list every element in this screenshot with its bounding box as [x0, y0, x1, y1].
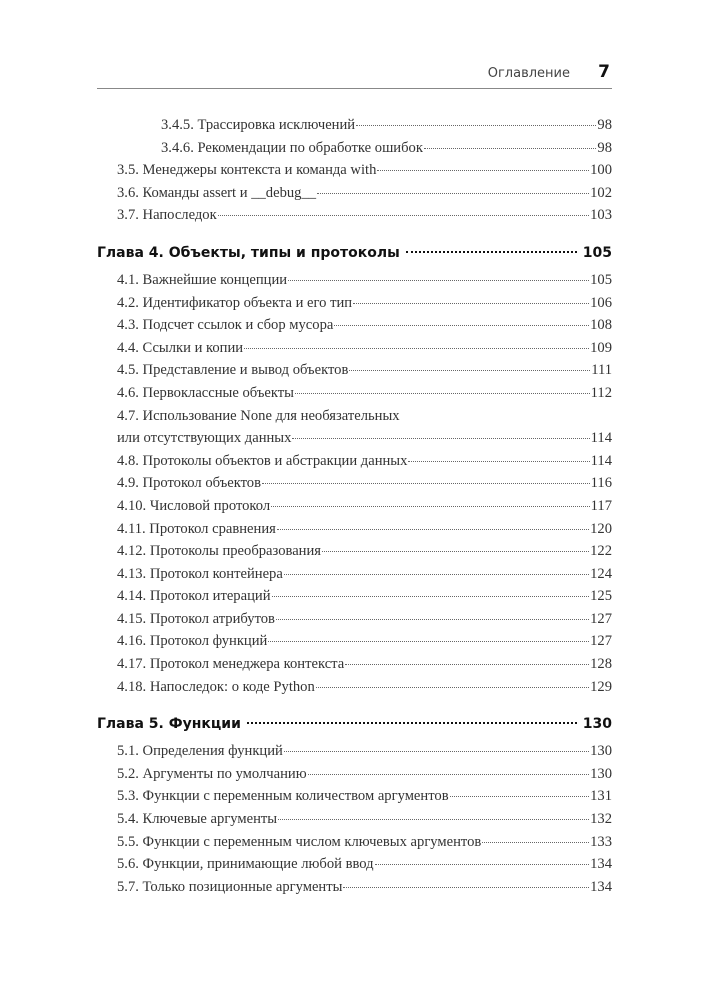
toc-chapter[interactable]	[97, 713, 612, 735]
toc-entry-label: 4.14. Протокол итераций	[117, 588, 271, 605]
running-header	[97, 62, 612, 89]
dot-leader	[450, 796, 590, 797]
toc-page-number: 124	[590, 565, 612, 582]
toc-page-number: 105	[582, 244, 612, 261]
dot-leader	[375, 864, 590, 865]
toc-entry[interactable]	[97, 359, 612, 382]
toc-page-number: 132	[590, 811, 612, 828]
toc-page-number: 131	[590, 788, 612, 805]
dot-leader	[268, 641, 589, 642]
toc-page-number: 117	[590, 497, 612, 514]
toc-page-number: 133	[590, 833, 612, 850]
toc-entry-label: 4.11. Протокол сравнения	[117, 520, 276, 537]
toc-page-number: 127	[590, 633, 612, 650]
toc-entry-label: 3.4.6. Рекомендации по обработке ошибок	[161, 139, 423, 156]
toc-entry-label: 4.2. Идентификатор объекта и его тип	[117, 294, 353, 311]
toc-entry[interactable]	[97, 337, 612, 360]
toc-entry-line	[97, 405, 612, 428]
toc-entry[interactable]	[97, 518, 612, 541]
dot-leader	[316, 687, 589, 688]
toc-page-number: 125	[590, 588, 612, 605]
toc-page-number: 111	[591, 362, 612, 379]
toc-page-number: 105	[590, 271, 612, 288]
toc-entry[interactable]	[97, 314, 612, 337]
toc-entry[interactable]	[97, 785, 612, 808]
toc-entry[interactable]	[97, 382, 612, 405]
toc-entry-label: 4.17. Протокол менеджера контекста	[117, 656, 345, 673]
toc-page-number: 106	[590, 294, 612, 311]
toc-entry-label: 5.4. Ключевые аргументы	[117, 811, 278, 828]
toc-entry[interactable]	[97, 269, 612, 292]
toc-entry-label: 5.3. Функции с переменным количеством аргументов	[117, 788, 449, 805]
toc-entry-label: 4.8. Протоколы объектов и абстракции данных	[117, 452, 408, 469]
toc-page-number: 102	[590, 184, 612, 201]
toc-page-number: 130	[590, 743, 612, 760]
dot-leader	[244, 348, 589, 349]
toc-entry-label: 4.5. Представление и вывод объектов	[117, 362, 349, 379]
toc-page-number: 122	[590, 543, 612, 560]
toc-entry-label: 4.15. Протокол атрибутов	[117, 610, 275, 627]
toc-entry[interactable]	[97, 472, 612, 495]
toc-entry[interactable]	[97, 182, 612, 205]
toc-page-number: 98	[597, 139, 612, 156]
toc-entry-label: 5.7. Только позиционные аргументы	[117, 878, 343, 895]
toc-entry[interactable]	[97, 876, 612, 899]
toc-page-number: 114	[590, 430, 612, 447]
dot-leader	[343, 887, 589, 888]
dot-leader	[482, 842, 589, 843]
toc-entry-label: или отсутствующих данных	[117, 430, 292, 447]
toc-page-number: 134	[590, 878, 612, 895]
toc-entry[interactable]	[97, 630, 612, 653]
toc-entry-label: 3.4.5. Трассировка исключений	[161, 117, 356, 133]
toc-page-number: 114	[590, 452, 612, 469]
toc-entry[interactable]	[97, 137, 612, 160]
toc-entry-label: 4.16. Протокол функций	[117, 633, 268, 650]
toc-entry[interactable]	[97, 831, 612, 854]
toc-entry[interactable]	[97, 563, 612, 586]
dot-leader	[308, 774, 589, 775]
dot-leader	[247, 722, 577, 724]
toc-entry[interactable]	[97, 653, 612, 676]
dot-leader	[353, 303, 589, 304]
dot-leader	[272, 596, 590, 597]
table-of-contents	[97, 114, 612, 898]
toc-entry-label: 4.18. Напоследок: о коде Python	[117, 678, 315, 695]
toc-entry-label: 3.6. Команды assert и __debug__	[117, 184, 317, 201]
toc-page-number: 98	[597, 117, 612, 133]
dot-leader	[406, 251, 577, 253]
toc-entry[interactable]	[97, 292, 612, 315]
toc-entry-label: Глава 5. Функции	[97, 716, 241, 733]
dot-leader	[271, 506, 589, 507]
dot-leader	[277, 529, 589, 530]
toc-entry[interactable]	[97, 740, 612, 763]
toc-entry-label: 4.13. Протокол контейнера	[117, 565, 283, 582]
toc-entry[interactable]	[97, 763, 612, 786]
toc-entry-label: 5.1. Определения функций	[117, 743, 283, 760]
toc-entry[interactable]	[97, 808, 612, 831]
toc-page-number: 108	[590, 317, 612, 334]
toc-entry[interactable]	[97, 450, 612, 473]
toc-page-number: 116	[590, 475, 612, 492]
dot-leader	[288, 280, 589, 281]
toc-entry[interactable]	[97, 427, 612, 450]
dot-leader	[262, 483, 590, 484]
dot-leader	[349, 370, 590, 371]
dot-leader	[276, 619, 589, 620]
dot-leader	[408, 461, 589, 462]
toc-entry-label: 4.7. Использование None для необязательных	[117, 407, 400, 424]
toc-entry[interactable]	[97, 608, 612, 631]
dot-leader	[284, 574, 589, 575]
toc-page-number: 109	[590, 339, 612, 356]
toc-page-number: 112	[590, 384, 612, 401]
dot-leader	[284, 751, 589, 752]
toc-page-number: 130	[590, 765, 612, 782]
toc-entry-label: 5.6. Функции, принимающие любой ввод	[117, 856, 374, 873]
dot-leader	[345, 664, 589, 665]
dot-leader	[377, 170, 589, 171]
toc-page-number: 130	[582, 716, 612, 733]
toc-entry[interactable]	[97, 159, 612, 182]
toc-page-number: 128	[590, 656, 612, 673]
dot-leader	[334, 325, 589, 326]
dot-leader	[218, 215, 589, 216]
toc-entry-label: 5.5. Функции с переменным числом ключевых аргументов	[117, 833, 482, 850]
toc-chapter[interactable]	[97, 242, 612, 264]
header-title: Оглавление	[487, 66, 570, 81]
dot-leader	[295, 393, 590, 394]
toc-entry-label: 4.10. Числовой протокол	[117, 497, 271, 514]
toc-entry[interactable]	[97, 853, 612, 876]
toc-entry-label: 4.3. Подсчет ссылок и сбор мусора	[117, 317, 334, 334]
toc-entry-label: 4.6. Первоклассные объекты	[117, 384, 294, 401]
toc-page-number: 134	[590, 856, 612, 873]
toc-entry-label: 4.4. Ссылки и копии	[117, 339, 244, 356]
toc-entry-label: 5.2. Аргументы по умолчанию	[117, 765, 307, 782]
toc-entry-label: 3.7. Напоследок	[117, 207, 217, 224]
dot-leader	[317, 193, 589, 194]
toc-entry-label: 3.5. Менеджеры контекста и команда with	[117, 162, 377, 179]
toc-page-number: 103	[590, 207, 612, 224]
toc-page-number: 100	[590, 162, 612, 179]
toc-entry-label: 4.9. Протокол объектов	[117, 475, 261, 492]
toc-entry-label: Глава 4. Объекты, типы и протоколы	[97, 244, 400, 261]
dot-leader	[322, 551, 589, 552]
dot-leader	[292, 438, 589, 439]
toc-entry[interactable]	[97, 540, 612, 563]
toc-entry[interactable]	[97, 585, 612, 608]
dot-leader	[424, 148, 596, 149]
toc-entry[interactable]	[97, 204, 612, 227]
toc-page-number: 129	[590, 678, 612, 695]
toc-entry[interactable]	[97, 114, 612, 137]
toc-page-number: 120	[590, 520, 612, 537]
toc-entry-label: 4.12. Протоколы преобразования	[117, 543, 322, 560]
toc-page-number: 127	[590, 610, 612, 627]
dot-leader	[278, 819, 589, 820]
toc-entry[interactable]	[97, 676, 612, 699]
page-number: 7	[598, 62, 610, 82]
dot-leader	[356, 125, 596, 126]
toc-entry[interactable]	[97, 495, 612, 518]
toc-entry-label: 4.1. Важнейшие концепции	[117, 271, 288, 288]
